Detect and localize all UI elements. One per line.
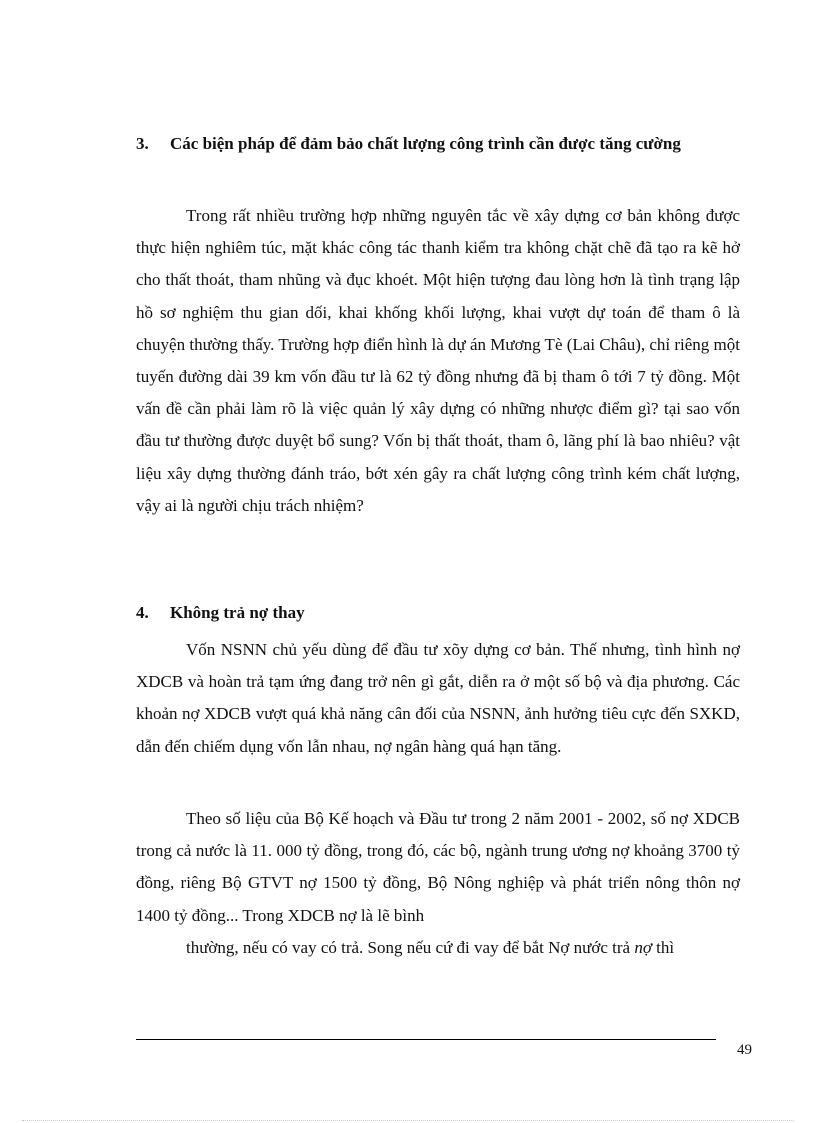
section-4-paragraph-1: Vốn NSNN chủ yếu dùng để đầu tư xõy dựng cơ bản. Thế nhưng, tình hình nợ XDCB và hoàn trả tạm ứng đang trở nên gì gắt, diễn ra ở một số bộ và địa phương. Các khoản nợ XDCB vượt quá khả năng cân đối của NSNN, ảnh hưởng tiêu cực đến SXKD, dẫn đến chiếm dụng vốn lẫn nhau, nợ ngân hàng quá hạn tăng. xyxy=(136,640,740,756)
section-3-number: 3. xyxy=(136,134,149,153)
section-4-title: Không trả nợ thay xyxy=(170,603,305,622)
footer-rule xyxy=(136,1039,716,1040)
section-3-heading xyxy=(136,128,740,160)
page-number: 49 xyxy=(737,1042,752,1058)
paragraph-3-end: thì xyxy=(651,938,675,957)
paragraph-3-italic-word: nợ xyxy=(634,938,652,957)
paragraph-3-start: thường, nếu có vay có trả. Song nếu cứ đi vay để bắt Nợ nước trả xyxy=(186,938,635,957)
section-4-paragraph-2: Theo số liệu của Bộ Kế hoạch và Đầu tư trong 2 năm 2001 - 2002, số nợ XDCB trong cả nước là 11. 000 tỷ đồng, trong đó, các bộ, ngành trung ương nợ khoảng 3700 tỷ đồng, riêng Bộ GTVT nợ 1500 tỷ đồng, Bộ Nông nghiệp và phát triển nông thôn nợ 1400 tỷ đồng... Trong XDCB nợ là lẽ bình xyxy=(136,809,740,925)
page-bottom-dotted-border xyxy=(22,1120,794,1121)
section-4-paragraph-3 xyxy=(186,932,742,964)
section-3-title: Các biện pháp để đảm bảo chất lượng công trình cần được tăng cường xyxy=(170,134,681,153)
section-4-number: 4. xyxy=(136,603,149,622)
section-3-paragraph: Trong rất nhiều trường hợp những nguyên tắc về xây dựng cơ bản không được thực hiện nghiêm túc, mặt khác công tác thanh kiểm tra không chặt chẽ đã tạo ra kẽ hở cho thất thoát, tham nhũng và đục khoét. Một hiện tượng đau lòng hơn là tình trạng lập hồ sơ nghiệm thu gian dối, khai khống khối lượng, khai vượt dự toán để tham ô là chuyện thường thấy. Trường hợp điển hình là dự án Mương Tè (Lai Châu), chỉ riêng một tuyến đường dài 39 km vốn đầu tư là 62 tỷ đồng nhưng đã bị tham ô tới 7 tỷ đồng. Một vấn đề cần phải làm rõ là việc quản lý xây dựng có những nhược điểm gì? tại sao vốn đầu tư thường được duyệt bổ sung? Vốn bị thất thoát, tham ô, lãng phí là bao nhiêu? vật liệu xây dựng thường đánh tráo, bớt xén gây ra chất lượng công trình kém chất lượng, vậy ai là người chịu trách nhiệm? xyxy=(136,206,740,515)
section-4-heading xyxy=(136,597,740,629)
